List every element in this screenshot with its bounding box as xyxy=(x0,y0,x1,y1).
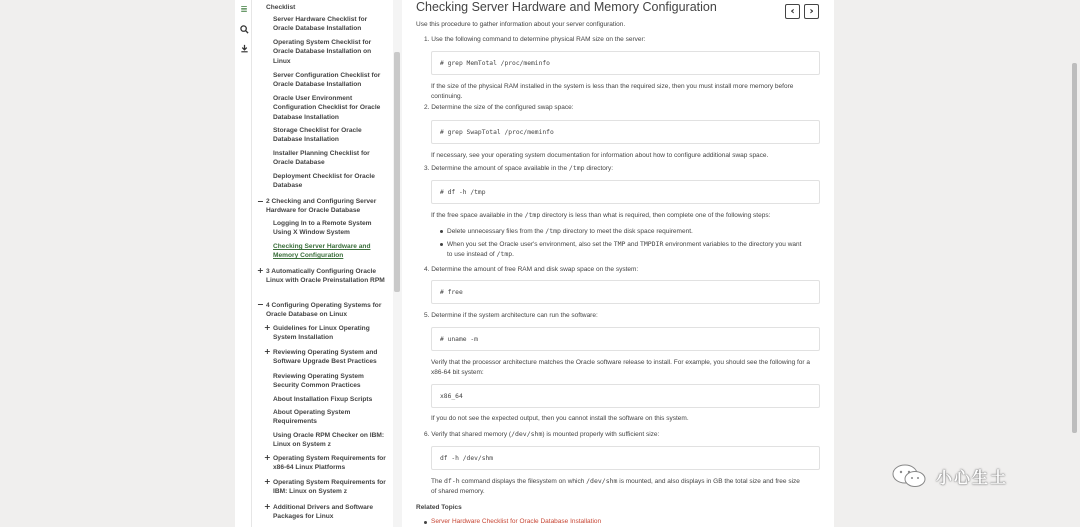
toc-item[interactable]: Reviewing Operating System and Software Upgrade Best Practices xyxy=(273,349,378,366)
step-2: 2. Determine the size of the configured swap space: xyxy=(424,104,574,111)
step-3: 3. Determine the amount of space available in the /tmp directory: xyxy=(424,164,614,172)
toc-item[interactable]: 4 Configuring Operating Systems for Oracle Database on Linux xyxy=(266,302,382,319)
expand-icon[interactable]: + xyxy=(264,323,271,332)
icon-rail xyxy=(235,0,252,527)
toc-item[interactable]: Logging In to a Remote System Using X Window System xyxy=(273,220,372,237)
intro-text: Use this procedure to gather information about your server configuration. xyxy=(416,21,626,28)
toc-item[interactable]: Operating System Requirements for IBM: Linux on System z xyxy=(273,479,386,496)
step-5-note-2: If you do not see the expected output, then you cannot install the software on this system. xyxy=(431,415,689,422)
toc-item[interactable]: Reviewing Operating System Security Common Practices xyxy=(273,373,364,390)
code-block: # uname -m xyxy=(431,327,820,351)
toc-item[interactable]: Additional Drivers and Software Packages for Linux xyxy=(273,504,374,521)
collapse-icon[interactable]: − xyxy=(257,300,264,309)
expand-icon[interactable]: + xyxy=(264,453,271,462)
toc-item[interactable]: Oracle User Environment Configuration Checklist for Oracle Database Installation xyxy=(273,95,381,121)
toc-item[interactable]: Operating System Requirements for x86-64 Linux Platforms xyxy=(273,455,386,472)
toc-item[interactable]: Deployment Checklist for Oracle Database xyxy=(273,173,375,190)
page-title: Checking Server Hardware and Memory Configuration xyxy=(416,0,717,14)
step-5: 5. Determine if the system architecture can run the software: xyxy=(424,312,598,319)
bullet-item: When you set the Oracle user's environment, also set the TMP and TMPDIR environment variables to the directory you want xyxy=(447,240,802,248)
previous-page-button[interactable]: ‹ xyxy=(785,4,800,19)
code-block: # grep MemTotal /proc/meminfo xyxy=(431,51,820,75)
expand-icon[interactable]: + xyxy=(257,266,264,275)
collapse-icon[interactable]: − xyxy=(257,197,264,206)
toc-item[interactable]: 3 Automatically Configuring Oracle Linux with Oracle Preinstallation RPM xyxy=(266,268,385,285)
page-scrollbar-thumb[interactable] xyxy=(1072,63,1077,433)
step-5-note: Verify that the processor architecture matches the Oracle software release to install. For example, you should see the following for a x86-64 bit system: xyxy=(431,359,810,376)
toc-item[interactable]: Operating System Checklist for Oracle Database Installation on Linux xyxy=(273,39,372,65)
step-6: 6. Verify that shared memory (/dev/shm) is mounted properly with sufficient size: xyxy=(424,430,660,438)
next-page-button[interactable]: › xyxy=(804,4,819,19)
step-1-note: If the size of the physical RAM installed in the system is less than the required size, then you must install more memory before continuing. xyxy=(431,83,794,100)
toc-item[interactable]: Using Oracle RPM Checker on IBM: Linux on System z xyxy=(273,432,385,449)
watermark xyxy=(890,462,1008,490)
toc-icon[interactable]: ≣ xyxy=(240,5,248,15)
expand-icon[interactable]: + xyxy=(264,502,271,511)
watermark-text: 小心生土 xyxy=(936,467,1009,487)
toc-scrollbar-thumb[interactable] xyxy=(394,52,400,292)
bullet-icon xyxy=(440,243,443,246)
step-6-note-continued: of shared memory. xyxy=(431,488,485,495)
step-3-note: If the free space available in the /tmp directory is less than what is required, then complete one of the following steps: xyxy=(431,211,771,219)
toc-item[interactable]: Checklist xyxy=(266,4,296,11)
toc-item[interactable]: Server Configuration Checklist for Oracle Database Installation xyxy=(273,72,381,89)
toc-scrollbar[interactable] xyxy=(393,0,402,527)
step-4: 4. Determine the amount of free RAM and disk swap space on the system: xyxy=(424,266,639,273)
wechat-logo-icon xyxy=(890,462,930,490)
expand-icon[interactable]: + xyxy=(264,347,271,356)
code-block: # free xyxy=(431,280,820,304)
toc-item[interactable]: Storage Checklist for Oracle Database Installation xyxy=(273,127,362,144)
toc-item[interactable]: About Installation Fixup Scripts xyxy=(273,396,373,403)
toc-item[interactable]: About Operating System Requirements xyxy=(273,409,351,426)
code-block: # grep SwapTotal /proc/meminfo xyxy=(431,120,820,144)
bullet-item: Delete unnecessary files from the /tmp directory to meet the disk space requirement. xyxy=(447,227,693,235)
toc-item-active[interactable]: Checking Server Hardware and Memory Configuration xyxy=(273,243,371,260)
toc-item[interactable]: Guidelines for Linux Operating System Installation xyxy=(273,325,370,342)
toc-item[interactable]: Server Hardware Checklist for Oracle Database Installation xyxy=(273,16,368,33)
toc-item[interactable]: Installer Planning Checklist for Oracle Database xyxy=(273,150,370,167)
toc-item[interactable]: 2 Checking and Configuring Server Hardware for Oracle Database xyxy=(266,198,377,215)
bullet-item-continued: to use instead of /tmp. xyxy=(447,250,514,258)
bullet-icon xyxy=(440,230,443,233)
bullet-icon xyxy=(424,521,427,524)
related-topic-link[interactable]: Server Hardware Checklist for Oracle Database Installation xyxy=(431,518,602,525)
code-block: # df -h /tmp xyxy=(431,180,820,204)
step-1: 1. Use the following command to determine physical RAM size on the server: xyxy=(424,36,646,43)
search-icon[interactable] xyxy=(239,25,249,35)
code-block: x86_64 xyxy=(431,384,820,408)
step-6-note: The df-h command displays the filesystem on which /dev/shm is mounted, and also displays in GB the total size and free size xyxy=(431,477,800,485)
step-2-note: If necessary, see your operating system documentation for information about how to configure additional swap space. xyxy=(431,152,769,159)
expand-icon[interactable]: + xyxy=(264,477,271,486)
code-block: df -h /dev/shm xyxy=(431,446,820,470)
download-icon[interactable] xyxy=(239,44,249,54)
related-topics-heading: Related Topics xyxy=(416,504,462,511)
